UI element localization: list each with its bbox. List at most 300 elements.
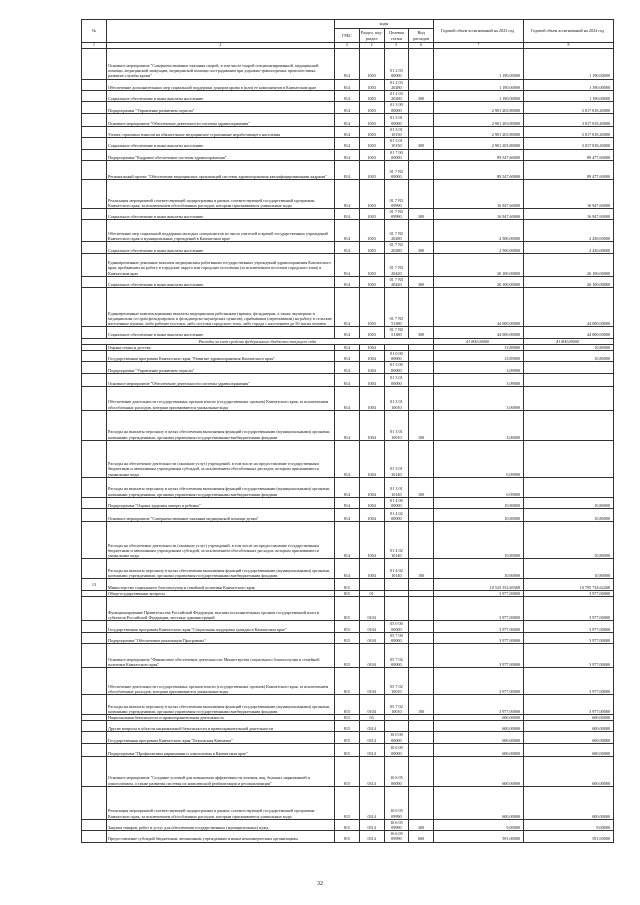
expense-type: 300 (409, 276, 434, 287)
header-cs: Целевая статья (384, 29, 409, 43)
grbs-code: 814 (335, 410, 360, 440)
row-number (82, 90, 107, 101)
value-2024 (524, 373, 614, 386)
value-2024: 10 795 734,62268 (524, 579, 614, 591)
razdel-code: 1003 (359, 113, 384, 126)
row-name: Общегосударственные вопросы (107, 591, 335, 597)
row-name: Подпрограмма "Профилактика наркомании и алкоголизма в Камчатском крае" (107, 743, 335, 756)
target-article: 01 3 00 00000 (384, 102, 409, 113)
column-index: 1 (82, 43, 107, 49)
grbs-code: 814 (335, 344, 360, 350)
row-name: Обеспечение мер социальной поддержки молодых специалистов из числа учителей и врачей государственных учреждений Камчатского края и муниципальных учреждений в Камчатском крае (107, 220, 335, 242)
target-article: 01 7 N5 20420 (384, 253, 409, 276)
expense-type (409, 579, 434, 591)
grbs-code: 814 (335, 102, 360, 113)
target-article: 01 3 01 10150 (384, 126, 409, 137)
table-row (82, 373, 614, 386)
target-article: 05 7 02 10010 (384, 668, 409, 695)
razdel-code: 1004 (359, 386, 384, 410)
page-number: 32 (317, 881, 323, 887)
value-2024: 3 977,00000 (524, 644, 614, 668)
value-2023: 1 190,00000 (434, 48, 524, 79)
row-name: Обеспечение деятельности государственных органов власти (государственных органов) Камчатского края, за исключением обособленных расходов, которым присваиваются уникальные коды (107, 386, 335, 410)
value-2023: 13,89000 (434, 350, 524, 361)
target-article: 01 7 N5 20280 (384, 242, 409, 253)
row-name: Уплата страховых взносов на обязательное медицинское страхование неработающего населения (107, 126, 335, 137)
table-row (82, 410, 614, 440)
expense-type (409, 48, 434, 79)
target-article: 05 0 00 00000 (384, 621, 409, 632)
row-name: Предоставление субсидий бюджетным, автономным учреждениям и иным некоммерческим организациям (107, 831, 335, 842)
table-row (82, 208, 614, 219)
expense-type (409, 632, 434, 643)
table-row (82, 276, 614, 287)
table-row (82, 440, 614, 477)
value-2023: 591,00000 (434, 831, 524, 842)
row-name: Расходы на выплаты персоналу в целях обеспечения выполнения функций государственными (муниципальными) органами, казенными учреждениями, органами управления государственными внебюджетными фондами (107, 410, 335, 440)
row-number (82, 220, 107, 242)
row-name: Государственная программа Камчатского края "Безопасная Камчатка" (107, 732, 335, 743)
value-2024: 10,80000 (524, 522, 614, 559)
value-2024: 10,80000 (524, 497, 614, 508)
razdel-code: 1003 (359, 102, 384, 113)
grbs-code: 815 (335, 732, 360, 743)
row-name: Закупка товаров, работ и услуг для обеспечения государственных (муниципальных) нужд (107, 819, 335, 830)
target-article: 01 3 01 10140 (384, 477, 409, 497)
grbs-code: 814 (335, 386, 360, 410)
target-article: 01 3 00 00000 (384, 362, 409, 373)
grbs-code: 815 (335, 668, 360, 695)
row-name: Государственная программа Камчатского края "Социальная поддержка граждан в Камчатском крае" (107, 621, 335, 632)
razdel-code: 03 (359, 715, 384, 721)
row-number (82, 756, 107, 786)
row-name: Расходы на выплаты персоналу в целях обеспечения выполнения функций государственными (муниципальными) органами, казенными учреждениями, органами управления государственными внебюджетными фондами (107, 559, 335, 579)
value-2023: 26 100,00000 (434, 253, 524, 276)
grbs-code: 814 (335, 350, 360, 361)
table-row (82, 48, 614, 79)
row-number (82, 732, 107, 743)
grbs-code: 815 (335, 721, 360, 732)
row-number (82, 79, 107, 90)
header-num: № (82, 20, 107, 43)
razdel-code: 1004 (359, 440, 384, 477)
row-number (82, 497, 107, 508)
row-name: Обеспечение деятельности государственных органов власти (государственных органов) Камчатского края, за исключением обособленных расходов, которым присваиваются уникальные коды (107, 668, 335, 695)
row-number (82, 559, 107, 579)
razdel-code: 1003 (359, 327, 384, 338)
value-2024: 89 477,60000 (524, 149, 614, 160)
target-article: 16 6 05 09990 (384, 819, 409, 830)
grbs-code: 815 (335, 644, 360, 668)
value-2024: 44 000,00000 (524, 288, 614, 327)
target-article: 01 2 03 20280 (384, 79, 409, 90)
header-grbs: ГРБС (335, 29, 360, 43)
value-2024: 3 017 818,40000 (524, 138, 614, 149)
target-article: 01 0 00 00000 (384, 350, 409, 361)
value-2024: 10,80000 (524, 350, 614, 361)
expense-type (409, 160, 434, 179)
table-row (82, 831, 614, 842)
row-name: Национальная безопасность и правоохранительная деятельность (107, 715, 335, 721)
row-name: Региональный проект "Обеспечение медицинских организаций системы здравоохранения квалифицированными кадрами" (107, 160, 335, 179)
table-row (82, 386, 614, 410)
row-name: Социальное обеспечение и иные выплаты населению (107, 138, 335, 149)
razdel-code: 0314 (359, 756, 384, 786)
razdel-code: 1003 (359, 160, 384, 179)
expense-type: 100 (409, 695, 434, 715)
row-name: Основное мероприятие "Создание условий для повышения эффективности лечения лиц, больных наркоманией и алкоголизмом, а также развития системы их комплексной реабилитации и ресоциализации" (107, 756, 335, 786)
value-2023: 16 947,60000 (434, 208, 524, 219)
row-number (82, 695, 107, 715)
value-2023: 2 500,00000 (434, 220, 524, 242)
value-2024 (524, 386, 614, 410)
expense-type (409, 668, 434, 695)
header-vid: Вид расходов (409, 29, 434, 43)
grbs-code: 814 (335, 373, 360, 386)
target-article: 01 7 N5 00000 (384, 160, 409, 179)
value-2023: 1 190,00000 (434, 79, 524, 90)
value-2024: 26 100,00000 (524, 276, 614, 287)
value-2024: 3 017 818,40000 (524, 102, 614, 113)
row-number (82, 373, 107, 386)
value-2023: 3 977,00000 (434, 621, 524, 632)
value-2024: 44 000,00000 (524, 327, 614, 338)
expense-type: 200 (409, 819, 434, 830)
grbs-code: 814 (335, 138, 360, 149)
target-article: 01 4 02 10140 (384, 559, 409, 579)
value-2023: 2 901 203,80000 (434, 102, 524, 113)
table-row (82, 288, 614, 327)
value-2024: 3 017 818,40000 (524, 126, 614, 137)
grbs-code: 814 (335, 113, 360, 126)
value-2024: 600,00000 (524, 715, 614, 721)
razdel-code: 01 (359, 591, 384, 597)
row-number (82, 477, 107, 497)
row-number (82, 138, 107, 149)
grbs-code: 815 (335, 715, 360, 721)
row-name: Основное мероприятие "Совершенствование оказания медицинской помощи детям" (107, 509, 335, 522)
value-2023: 3 977,00000 (434, 668, 524, 695)
value-2023: 600,00000 (434, 721, 524, 732)
value-2024 (524, 440, 614, 477)
razdel-code: 1003 (359, 179, 384, 208)
target-article: 01 7 N5 51380 (384, 327, 409, 338)
grbs-code: 814 (335, 288, 360, 327)
value-2024: 16 947,60000 (524, 179, 614, 208)
grbs-code: 815 (335, 756, 360, 786)
target-article: 01 7 N5 51380 (384, 288, 409, 327)
value-2024 (524, 362, 614, 373)
row-number (82, 621, 107, 632)
grbs-code: 814 (335, 160, 360, 179)
value-2024: 2 430,00000 (524, 220, 614, 242)
table-row (82, 721, 614, 732)
row-number (82, 253, 107, 276)
target-article: 01 7 N5 20280 (384, 220, 409, 242)
value-2024: 600,00000 (524, 756, 614, 786)
target-article: 01 4 00 00000 (384, 497, 409, 508)
grbs-code: 814 (335, 208, 360, 219)
expense-type (409, 149, 434, 160)
value-2023: 16 947,60000 (434, 179, 524, 208)
value-2024: 26 100,00000 (524, 253, 614, 276)
grbs-code: 815 (335, 743, 360, 756)
razdel-code: 1004 (359, 350, 384, 361)
header-name (107, 20, 335, 43)
table-row (82, 220, 614, 242)
value-2024: 16 947,60000 (524, 208, 614, 219)
value-2024: 1 190,00000 (524, 79, 614, 90)
expense-type (409, 644, 434, 668)
expense-type (409, 386, 434, 410)
value-2024: 600,00000 (524, 721, 614, 732)
target-article: 16 6 05 09990 (384, 831, 409, 842)
value-2024: 1 190,00000 (524, 48, 614, 79)
budget-table (81, 19, 614, 843)
grbs-code: 815 (335, 597, 360, 621)
row-name: Охрана семьи и детства (107, 344, 335, 350)
value-2024: 3 977,00000 (524, 597, 614, 621)
expense-type (409, 288, 434, 327)
row-number (82, 48, 107, 79)
value-2023: 3 977,00000 (434, 597, 524, 621)
grbs-code: 815 (335, 632, 360, 643)
grbs-code: 814 (335, 253, 360, 276)
row-name: Расходы на обеспечение деятельности (оказание услуг) учреждений, в том числе на предоставление государственным бюджетным и автономным учреждениям субсидий, за исключением обособленных расходов, которым присваиваются уникальные коды (107, 440, 335, 477)
table-row (82, 621, 614, 632)
expense-type (409, 179, 434, 208)
row-name: Социальное обеспечение и иные выплаты населению (107, 242, 335, 253)
row-name: Подпрограмма "Обеспечение реализации Программы" (107, 632, 335, 643)
table-row (82, 126, 614, 137)
value-2023: 9,00000 (434, 819, 524, 830)
value-2023: 0,09000 (434, 440, 524, 477)
expense-type (409, 362, 434, 373)
expense-type (409, 126, 434, 137)
value-2023: 26 100,00000 (434, 276, 524, 287)
expense-type: 300 (409, 208, 434, 219)
expense-type (409, 786, 434, 819)
row-name: Единовременные денежные выплаты медицинским работникам государственных учреждений здравоохранения Камчатского края, прибывшим на работу в городские округа или городские поселения (за исключением поселков городского типа) в Камчатском крае (107, 253, 335, 276)
target-article: 01 7 N5 20420 (384, 276, 409, 287)
row-number (82, 786, 107, 819)
grbs-code: 814 (335, 559, 360, 579)
row-number: 13 (82, 579, 107, 591)
target-article: 16 0 00 00000 (384, 732, 409, 743)
value-2023: 2 901 203,80000 (434, 126, 524, 137)
target-article: 01 4 02 00000 (384, 509, 409, 522)
razdel-code: 1003 (359, 253, 384, 276)
table-row (82, 756, 614, 786)
grbs-code: 814 (335, 242, 360, 253)
row-name: Расходы на выплаты персоналу в целях обеспечения выполнения функций государственными (муниципальными) органами, казенными учреждениями, органами управления государственными внебюджетными фондами (107, 477, 335, 497)
row-number (82, 113, 107, 126)
value-2023: 600,00000 (434, 786, 524, 819)
table-row (82, 695, 614, 715)
table-row (82, 579, 614, 591)
value-2023: 41 800,00000 (434, 338, 524, 344)
target-article: 05 7 02 10010 (384, 695, 409, 715)
target-article: 01 2 03 20280 (384, 90, 409, 101)
expense-type (409, 743, 434, 756)
table-row (82, 102, 614, 113)
table-row (82, 149, 614, 160)
row-number (82, 632, 107, 643)
razdel-code: 1004 (359, 362, 384, 373)
razdel-code: 0314 (359, 721, 384, 732)
row-number (82, 160, 107, 179)
row-number (82, 242, 107, 253)
target-article: 05 7 02 00000 (384, 644, 409, 668)
razdel-code: 1003 (359, 149, 384, 160)
expense-type (409, 102, 434, 113)
target-article: 16 6 05 09990 (384, 786, 409, 819)
expense-type (409, 497, 434, 508)
row-number (82, 386, 107, 410)
value-2024: 3 977,00000 (524, 621, 614, 632)
value-2023: 3,09000 (434, 373, 524, 386)
value-2023: 44 000,00000 (434, 327, 524, 338)
grbs-code: 814 (335, 362, 360, 373)
row-number (82, 597, 107, 621)
column-index: 4 (359, 43, 384, 49)
razdel-code: 1003 (359, 90, 384, 101)
razdel-code: 1003 (359, 220, 384, 242)
target-article: 16 6 00 00000 (384, 743, 409, 756)
value-2024: 89 477,60000 (524, 160, 614, 179)
value-2024: 3 977,00000 (524, 632, 614, 643)
table-row (82, 732, 614, 743)
value-2023: 600,00000 (434, 743, 524, 756)
row-name: Обеспечение дополнительных мер социальной поддержки доноров крови в (или) ее компонентов в Камчатском крае (107, 79, 335, 90)
target-article: 01 3 01 00000 (384, 113, 409, 126)
grbs-code: 815 (335, 831, 360, 842)
table-row (82, 819, 614, 830)
header-2023: Годовой объем ассигнований на 2023 год (434, 20, 524, 43)
table-row (82, 90, 614, 101)
target-article: 01 4 02 10140 (384, 522, 409, 559)
row-name: Государственная программа Камчатского края "Развитие здравоохранения Камчатского края" (107, 350, 335, 361)
grbs-code: 814 (335, 327, 360, 338)
value-2024: 10,80000 (524, 344, 614, 350)
value-2023: 3,00000 (434, 410, 524, 440)
expense-type (409, 756, 434, 786)
column-index: 6 (409, 43, 434, 49)
row-number (82, 819, 107, 830)
grbs-code: 814 (335, 522, 360, 559)
razdel-code: 1003 (359, 79, 384, 90)
value-2023: 3 977,00000 (434, 632, 524, 643)
razdel-code: 1004 (359, 344, 384, 350)
row-name: Основное мероприятие "Обеспечение деятельности системы здравоохранения" (107, 373, 335, 386)
header-razdel: Раздел, под-раздел (360, 30, 383, 41)
value-2024: 600,00000 (524, 732, 614, 743)
razdel-code: 1003 (359, 138, 384, 149)
target-article: 01 3 01 10150 (384, 138, 409, 149)
value-2023: 13,89000 (434, 344, 524, 350)
subtotal-label: Расходы за счет средств федерального бюджета текущего года (82, 338, 434, 344)
row-name: Социальное обеспечение и иные выплаты населению (107, 208, 335, 219)
row-number (82, 644, 107, 668)
value-2024 (524, 477, 614, 497)
target-article: 01 3 01 10140 (384, 440, 409, 477)
razdel-code: 1004 (359, 410, 384, 440)
row-name: Подпрограмма "Управление развитием отрасли" (107, 362, 335, 373)
expense-type: 100 (409, 477, 434, 497)
value-2024: 3 977,00000 (524, 668, 614, 695)
value-2023: 10 525 352,60368 (434, 579, 524, 591)
expense-type (409, 522, 434, 559)
grbs-code: 815 (335, 621, 360, 632)
column-index: 3 (335, 43, 360, 49)
row-number (82, 721, 107, 732)
value-2023: 3,00000 (434, 386, 524, 410)
grbs-code: 814 (335, 149, 360, 160)
target-article (384, 579, 409, 591)
expense-type (409, 350, 434, 361)
value-2024 (524, 410, 614, 440)
razdel-code: 0314 (359, 743, 384, 756)
row-name: Основное мероприятие "Обеспечение деятельности системы здравоохранения" (107, 113, 335, 126)
razdel-code (359, 579, 384, 591)
target-article: 05 7 00 00000 (384, 632, 409, 643)
razdel-code: 0104 (359, 621, 384, 632)
target-article (384, 721, 409, 732)
header-codes: коды (335, 20, 434, 29)
row-name: Основное мероприятие "Финансовое обеспечение деятельности Министерства социального благополучия и семейной политики Камчатского края" (107, 644, 335, 668)
expense-type (409, 732, 434, 743)
value-2023: 3 977,00000 (434, 695, 524, 715)
value-2023: 44 000,00000 (434, 288, 524, 327)
row-number (82, 743, 107, 756)
razdel-code: 1003 (359, 208, 384, 219)
table-row (82, 79, 614, 90)
table-row (82, 113, 614, 126)
table-row (82, 477, 614, 497)
expense-type (409, 721, 434, 732)
razdel-code: 1003 (359, 242, 384, 253)
row-name: Подпрограмма "Охрана здоровья матери и ребенка" (107, 497, 335, 508)
razdel-code: 1003 (359, 48, 384, 79)
razdel-code: 0104 (359, 644, 384, 668)
grbs-code: 814 (335, 179, 360, 208)
grbs-code: 815 (335, 819, 360, 830)
row-number (82, 509, 107, 522)
grbs-code: 814 (335, 509, 360, 522)
value-2024: 3 977,00000 (524, 591, 614, 597)
razdel-code: 1003 (359, 276, 384, 287)
value-2024: 600,00000 (524, 743, 614, 756)
grbs-code: 815 (335, 786, 360, 819)
table-row (82, 509, 614, 522)
row-name: Расходы на обеспечение деятельности (оказание услуг) учреждений, в том числе на предоставление государственным бюджетным и автономным учреждениям субсидий, за исключением обособленных расходов, которым присваиваются уникальные коды (107, 522, 335, 559)
table-row (82, 644, 614, 668)
row-name: Социальное обеспечение и иные выплаты населению (107, 90, 335, 101)
expense-type (409, 597, 434, 621)
value-2024: 3 017 818,40000 (524, 113, 614, 126)
row-number (82, 208, 107, 219)
expense-type: 600 (409, 831, 434, 842)
row-number (82, 102, 107, 113)
expense-type: 300 (409, 242, 434, 253)
row-name: Реализация мероприятий соответствующей подпрограммы в рамках соответствующей государственной программы Камчатского края, за исключением обособленных расходов, которым присваиваются уникальные коды (107, 179, 335, 208)
value-2024: 591,00000 (524, 831, 614, 842)
value-2024: 600,00000 (524, 786, 614, 819)
value-2023: 10,80000 (434, 509, 524, 522)
target-article: 01 7 00 00000 (384, 149, 409, 160)
razdel-code: 0314 (359, 732, 384, 743)
row-name: Единовременные компенсационные выплаты медицинским работникам (врачам, фельдшерам, а также акушеркам и медицинским сестрам фельдшерских и фельдшерско-акушерских пунктов), прибывшим (переехавшим) на работу в сельские населенные пункты, либо рабочие поселки, либо поселки городского типа, либо города с населением до 50 тысяч человек (107, 288, 335, 327)
